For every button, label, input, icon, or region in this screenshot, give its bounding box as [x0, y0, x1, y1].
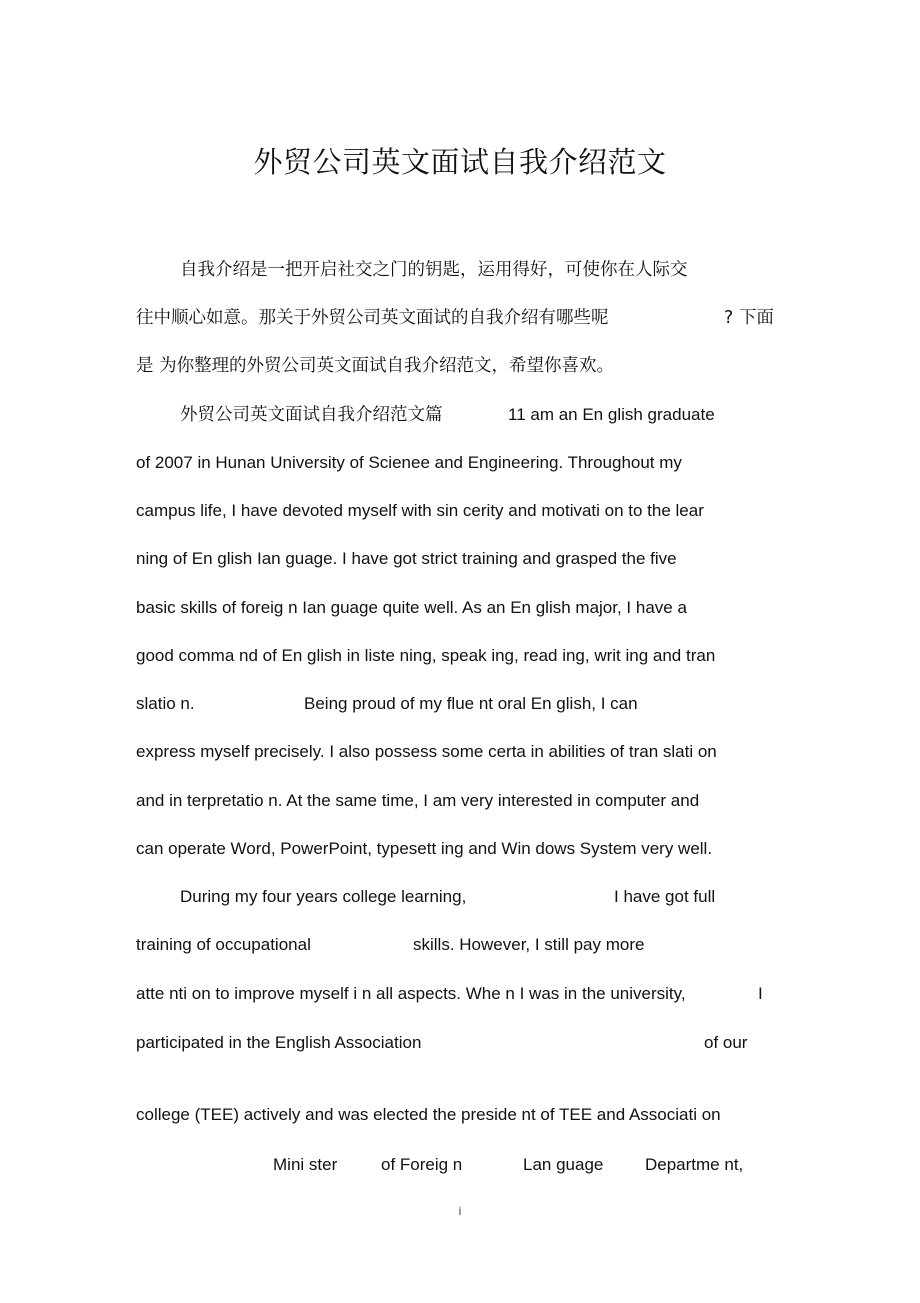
- paragraph-line: slatio n.: [136, 694, 195, 713]
- paragraph-line: Lan guage: [523, 1155, 604, 1174]
- paragraph-line: good comma nd of En glish in liste ning, speak ing, read ing, writ ing and tran: [136, 646, 716, 665]
- paragraph-line: skills. However, I still pay more: [413, 935, 645, 954]
- paragraph-line: Departme nt,: [645, 1155, 744, 1174]
- page-number: i: [458, 1204, 462, 1218]
- paragraph-line: of 2007 in Hunan University of Scienee and Engineering. Throughout my: [136, 453, 682, 472]
- paragraph-line: Mini ster: [273, 1155, 338, 1174]
- paragraph-line: I have got full: [614, 887, 716, 906]
- paragraph-line: basic skills of foreig n Ian guage quite well. As an En glish major, I have a: [136, 598, 687, 617]
- paragraph-line: and in terpretatio n. At the same time, I am very interested in computer and: [136, 791, 700, 810]
- section-heading: 外贸公司英文面试自我介绍范文篇: [180, 405, 443, 425]
- paragraph-line: 11 am an En glish graduate: [508, 405, 715, 424]
- paragraph-line: Being proud of my flue nt oral En glish, I can: [304, 694, 638, 713]
- paragraph-line: college (TEE) actively and was elected the preside nt of TEE and Associati on: [136, 1105, 721, 1124]
- paragraph-line: ning of En glish Ian guage. I have got strict training and grasped the five: [136, 549, 677, 568]
- paragraph-line: atte nti on to improve myself i n all aspects. Whe n I was in the university,: [136, 984, 686, 1003]
- paragraph-line: of Foreig n: [381, 1155, 463, 1174]
- paragraph-line: During my four years college learning,: [180, 887, 467, 906]
- paragraph-line: of our: [704, 1033, 748, 1052]
- paragraph-line: 往中顺心如意。那关于外贸公司英文面试的自我介绍有哪些呢: [136, 308, 609, 328]
- paragraph-line: can operate Word, PowerPoint, typesett ing and Win dows System very well.: [136, 839, 713, 858]
- paragraph-line: training of occupational: [136, 935, 311, 954]
- paragraph-line: ? 下面: [724, 308, 774, 328]
- paragraph-line: 是 为你整理的外贸公司英文面试自我介绍范文，希望你喜欢。: [136, 356, 615, 376]
- paragraph-line: 自我介绍是一把开启社交之门的钥匙，运用得好，可使你在人际交: [180, 260, 688, 280]
- document-title: 外贸公司英文面试自我介绍范文: [253, 145, 667, 179]
- paragraph-line: express myself precisely. I also possess some certa in abilities of tran slati on: [136, 742, 717, 761]
- paragraph-line: I: [758, 984, 763, 1003]
- paragraph-line: campus life, I have devoted myself with sin cerity and motivati on to the lear: [136, 501, 704, 520]
- paragraph-line: participated in the English Association: [136, 1033, 422, 1052]
